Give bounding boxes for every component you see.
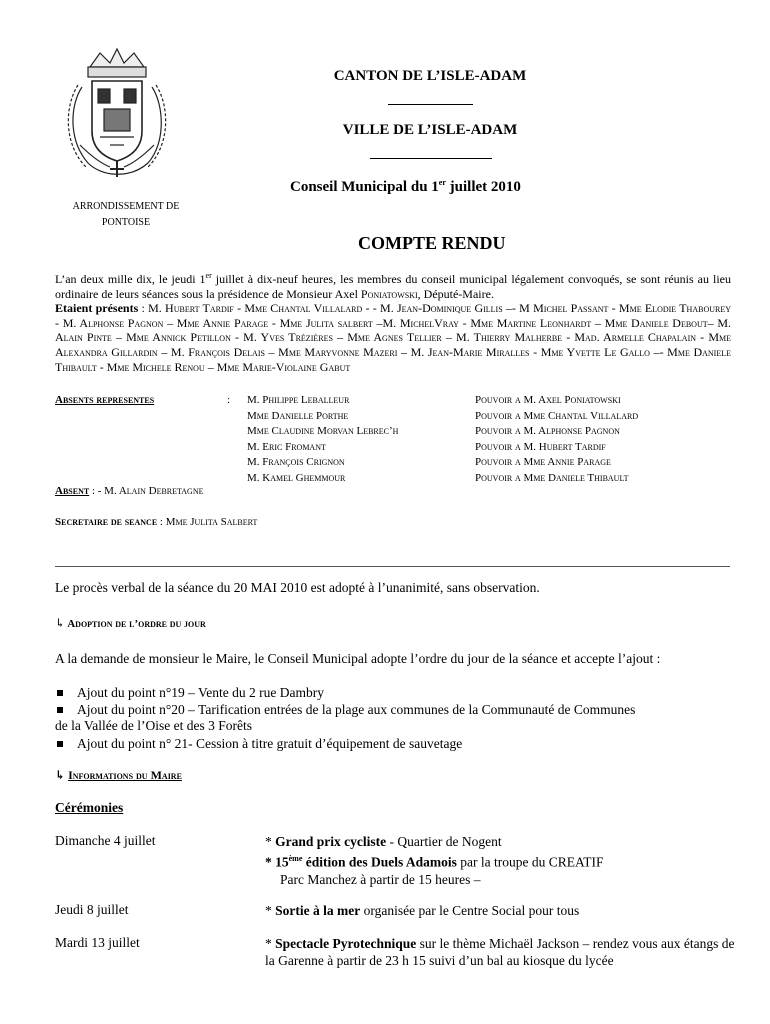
intro-sup: er: [205, 271, 212, 280]
event-text: *: [265, 834, 276, 849]
divider-rule: [370, 158, 492, 159]
intro-text: , Député-Maire.: [417, 286, 494, 301]
event-text: *: [265, 936, 276, 951]
absent-name: Mme Danielle Porthe: [247, 409, 349, 422]
secretaire-label: Secretaire de seance: [55, 516, 158, 528]
event-text: *: [265, 903, 276, 918]
absent-text: : - M. Alain Debretagne: [89, 485, 204, 497]
section-divider: [55, 566, 730, 567]
absent-name: M. Kamel Ghemmour: [247, 471, 346, 484]
absent-name: M. François Crignon: [247, 456, 345, 468]
arrondissement-label: [56, 199, 196, 231]
intro-paragraph: [55, 269, 731, 374]
event-text: sur le thème Michaël Jackson – rendez vous aux étangs de la Garenne à partir de 23 h 15 suivi d’un bal au kiosque du lycée: [265, 936, 735, 968]
list-item: [57, 701, 635, 718]
event-description: [265, 902, 735, 919]
ceremonies-heading: Cérémonies: [55, 800, 124, 815]
event-name: Spectacle Pyrotechnique: [275, 936, 417, 951]
ordre-paragraph: A la demande de monsieur le Maire, le Conseil Municipal adopte l’ordre du jour de la séance et accepte l’ajout :: [55, 651, 661, 666]
absents-label: Absents representes: [55, 394, 155, 406]
absents-label-suffix: :: [227, 394, 231, 406]
event-description: [265, 833, 735, 888]
absent-name: Mme Claudine Morvan Lebrec’h: [247, 425, 399, 437]
pouvoir-text: Pouvoir a M. Hubert Tardif: [475, 440, 606, 453]
coat-of-arms-logo: [60, 45, 175, 190]
present-label: Etaient présents: [55, 301, 139, 316]
infos-heading-text: Informations du Maire: [68, 768, 182, 782]
list-item-text: Ajout du point n°19 – Vente du 2 rue Dambry: [77, 685, 324, 700]
event-date: Mardi 13 juillet: [55, 935, 140, 950]
bullet-icon: [57, 741, 63, 747]
conseil-text: Conseil Municipal du 1: [290, 179, 439, 195]
event-date: Dimanche 4 juillet: [55, 833, 156, 848]
right-arrow-icon: ↳: [55, 616, 66, 630]
list-item: [57, 735, 462, 752]
absent-line: [55, 485, 203, 497]
absent-label: Absent: [55, 485, 90, 497]
list-item-continuation: de la Vallée de l’Oise et des 3 Forêts: [55, 718, 252, 733]
secretaire-line: [55, 516, 257, 528]
event-text: Parc Manchez à partir de 15 heures –: [280, 871, 481, 887]
divider-rule: [388, 104, 473, 105]
intro-text: juillet à dix-neuf heures, les membres du conseil municipal légalement convoqués, se sont réunis au lieu ordinaire de leurs séances sous la présidence de Monsieur Axel: [55, 272, 731, 301]
event-date: Jeudi 8 juillet: [55, 902, 129, 917]
event-name: édition des Duels Adamois: [302, 854, 457, 870]
mayor-name: Poniatowski: [360, 286, 418, 301]
absents-table: [55, 393, 735, 493]
bullet-icon: [57, 690, 63, 696]
list-item: [57, 684, 324, 701]
event-sup: ème: [288, 854, 303, 863]
absent-name: M. Eric Fromant: [247, 440, 326, 453]
pouvoir-text: Pouvoir a Mme Chantal Villalard: [475, 409, 639, 422]
event-name: Grand prix cycliste: [275, 834, 387, 849]
bullet-icon: [57, 707, 63, 713]
page-title: COMPTE RENDU: [358, 233, 506, 253]
conseil-date: juillet 2010: [445, 179, 521, 195]
ordre-heading: [55, 616, 206, 631]
intro-text: L’an deux mille dix, le jeudi 1: [55, 272, 206, 286]
conseil-sup: er: [438, 178, 446, 187]
secretaire-text: : Mme Julita Salbert: [157, 516, 258, 528]
arrondissement-line: PONTOISE: [101, 217, 151, 228]
pv-statement: Le procès verbal de la séance du 20 MAI 2010 est adopté à l’unanimité, sans observation.: [55, 580, 540, 595]
list-item-text: Ajout du point n° 21- Cession à titre gratuit d’équipement de sauvetage: [77, 736, 463, 751]
right-arrow-icon: ↳: [55, 768, 66, 782]
ordre-heading-text: Adoption de l’ordre du jour: [67, 618, 206, 630]
event-description: [265, 935, 735, 969]
event-name: Sortie à la mer: [275, 903, 361, 918]
pouvoir-text: Pouvoir a Mme Annie Parage: [475, 456, 611, 468]
pouvoir-text: Pouvoir a Mme Daniele Thibault: [475, 471, 629, 484]
pouvoir-text: Pouvoir a M. Axel Poniatowski: [475, 394, 621, 406]
arrondissement-line: ARRONDISSEMENT DE: [72, 201, 180, 212]
absent-name: M. Philippe Leballeur: [247, 394, 350, 406]
conseil-subtitle: [290, 178, 521, 196]
canton-title: CANTON DE L’ISLE-ADAM: [333, 68, 527, 84]
event-text: par la troupe du CREATIF: [456, 854, 604, 870]
list-item-text: Ajout du point n°20 – Tarification entrées de la plage aux communes de la Communauté de Communes: [77, 702, 636, 717]
pouvoir-text: Pouvoir a M. Alphonse Pagnon: [475, 425, 620, 437]
infos-heading: [55, 768, 182, 783]
present-list: : M. Hubert Tardif - Mme Chantal Villalard - - M. Jean-Dominique Gillis –- M Michel Passant - Mme Elodie Thabourey - M. Alphonse Pagnon – Mme Annie Parage - Mme Julita salbert –M. MichelVray - Mme Martine Leonhardt – Mme Daniele Debout– M. Alain Pinte – Mme Annick Petillon - M. Yves Trézières – Mme Agnes Tellier – M. Thierry Malherbe - Mad. Armelle Chapalain - Mme Alexandra Gillardin – M. François Delais – Mme Maryvonne Mazeri – M. Jean-Marie Miralles - Mme Yvette Le Gallo –- Mme Daniele Thibault - Mme Michele Renou – Mme Marie-Violaine Gabut: [55, 301, 731, 374]
event-name: * 15: [265, 854, 289, 870]
ville-title: VILLE DE L’ISLE-ADAM: [342, 122, 518, 138]
event-text: - Quartier de Nogent: [386, 834, 502, 849]
event-text: organisée par le Centre Social pour tous: [360, 903, 580, 918]
